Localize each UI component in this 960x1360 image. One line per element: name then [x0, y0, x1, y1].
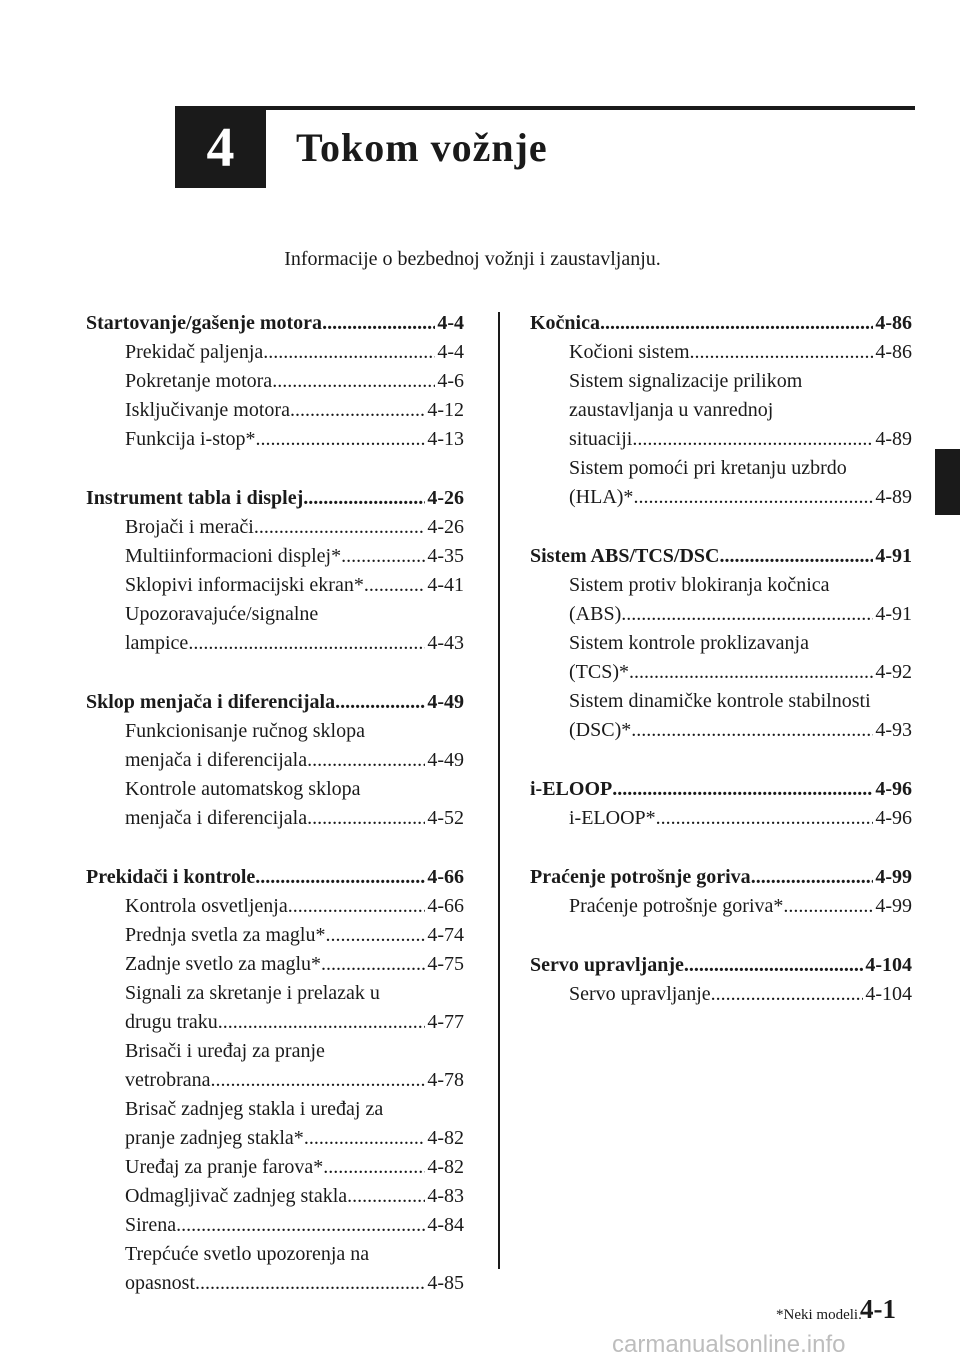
- dot-leader: [335, 688, 425, 717]
- dot-leader: [304, 1124, 426, 1153]
- toc-entry-page: 4-6: [437, 370, 464, 392]
- watermark: carmanualsonline.info: [612, 1331, 846, 1358]
- toc-entry-text: Odmagljivač zadnjeg stakla: [125, 1185, 348, 1207]
- dot-leader: [218, 1008, 426, 1037]
- section-title-text: i-ELOOP: [530, 778, 613, 800]
- toc-section-title[interactable]: [86, 484, 464, 513]
- toc-entry-page: 4-41: [427, 574, 464, 596]
- chapter-title: Tokom vožnje: [296, 125, 548, 170]
- toc-entry-page: 4-49: [427, 749, 464, 771]
- toc-section-title[interactable]: [530, 775, 912, 804]
- toc-entry-text: (ABS): [569, 603, 622, 625]
- toc-entry[interactable]: [86, 542, 464, 571]
- dot-leader: [783, 892, 873, 921]
- toc-section-title[interactable]: [86, 863, 464, 892]
- dot-leader: [720, 542, 874, 571]
- toc-entry-text: Kočioni sistem: [569, 341, 690, 363]
- chapter-header-rule: [175, 106, 915, 110]
- toc-entry[interactable]: [86, 921, 464, 950]
- toc-entry-text: Kontrole automatskog sklopa: [125, 778, 361, 800]
- dot-leader: [211, 1066, 426, 1095]
- toc-section-title[interactable]: [530, 951, 912, 980]
- section-title-page: 4-91: [875, 545, 912, 567]
- dot-leader: [612, 775, 873, 804]
- dot-leader: [690, 338, 874, 367]
- toc-entry[interactable]: [86, 1153, 464, 1182]
- toc-entry-page: 4-92: [875, 661, 912, 683]
- toc-entry-page: 4-104: [865, 983, 912, 1005]
- dot-leader: [629, 658, 873, 687]
- dot-leader: [684, 951, 863, 980]
- toc-entry[interactable]: [86, 979, 464, 1037]
- toc-entry-text: Servo upravljanje: [569, 983, 711, 1005]
- toc-entry-page: 4-52: [427, 807, 464, 829]
- toc-entry-page: 4-91: [875, 603, 912, 625]
- section-title-text: Servo upravljanje: [530, 954, 684, 976]
- dot-leader: [323, 1153, 425, 1182]
- toc-entry-page: 4-99: [875, 895, 912, 917]
- column-divider: [498, 312, 500, 1269]
- toc-section: [530, 542, 912, 745]
- toc-entry-page: 4-82: [427, 1156, 464, 1178]
- toc-entry-page: 4-83: [427, 1185, 464, 1207]
- toc-section-title[interactable]: [86, 688, 464, 717]
- section-title-text: Kočnica: [530, 312, 600, 334]
- toc-entry[interactable]: [86, 717, 464, 775]
- toc-entry-text: Praćenje potrošnje goriva*: [569, 895, 784, 917]
- toc-entry-page: 4-35: [427, 545, 464, 567]
- section-title-text: Sklop menjača i diferencijala: [86, 691, 336, 713]
- toc-entry-text: Upozoravajuće/signalne: [125, 603, 319, 625]
- toc-entry-text: zaustavljanja u vanrednoj: [569, 399, 774, 421]
- dot-leader: [711, 980, 864, 1009]
- toc-entry-text: Brisač zadnjeg stakla i uređaj za: [125, 1098, 384, 1120]
- toc-entry[interactable]: [86, 775, 464, 833]
- toc-right-column: [530, 309, 912, 1039]
- toc-entry[interactable]: [530, 687, 912, 745]
- toc-entry-text: Prednja svetla za maglu*: [125, 924, 326, 946]
- toc-entry-text: Sistem kontrole proklizavanja: [569, 632, 809, 654]
- dot-leader: [263, 338, 435, 367]
- toc-entry-text: Brojači i merači: [125, 516, 254, 538]
- dot-leader: [195, 1269, 425, 1298]
- toc-entry-text: Sistem signalizacije prilikom: [569, 370, 803, 392]
- toc-entry[interactable]: [86, 600, 464, 658]
- section-title-text: Prekidači i kontrole: [86, 866, 256, 888]
- toc-entry-text: Prekidač paljenja: [125, 341, 264, 363]
- section-title-page: 4-66: [427, 866, 464, 888]
- dot-leader: [290, 396, 425, 425]
- toc-entry[interactable]: [86, 950, 464, 979]
- toc-entry-page: 4-4: [437, 341, 464, 363]
- toc-section-title[interactable]: [530, 863, 912, 892]
- toc-entry-page: 4-78: [427, 1069, 464, 1091]
- section-title-page: 4-99: [875, 866, 912, 888]
- toc-entry-text: Sirena: [125, 1214, 177, 1236]
- dot-leader: [600, 309, 873, 338]
- toc-entry-page: 4-89: [875, 486, 912, 508]
- dot-leader: [188, 629, 425, 658]
- toc-entry[interactable]: [86, 1240, 464, 1298]
- toc-section: [86, 863, 464, 1298]
- toc-entry[interactable]: [530, 338, 912, 367]
- dot-leader: [341, 542, 425, 571]
- toc-entry-page: 4-84: [427, 1214, 464, 1236]
- dot-leader: [632, 425, 873, 454]
- section-title-text: Praćenje potrošnje goriva: [530, 866, 751, 888]
- toc-entry-page: 4-93: [875, 719, 912, 741]
- page-number: 4-1: [860, 1294, 896, 1324]
- dot-leader: [656, 804, 874, 833]
- dot-leader: [633, 483, 873, 512]
- toc-entry[interactable]: [530, 804, 912, 833]
- footnote: *Neki modeli.: [776, 1307, 862, 1323]
- toc-entry-page: 4-26: [427, 516, 464, 538]
- dot-leader: [254, 513, 426, 542]
- toc-entry[interactable]: [530, 367, 912, 454]
- toc-entry-text: Brisači i uređaj za pranje: [125, 1040, 325, 1062]
- toc-entry[interactable]: [530, 454, 912, 512]
- toc-entry-page: 4-86: [875, 341, 912, 363]
- section-title-page: 4-96: [875, 778, 912, 800]
- toc-entry-text: Signali za skretanje i prelazak u: [125, 982, 380, 1004]
- toc-entry-text: opasnost: [125, 1272, 195, 1294]
- toc-entry-text: Uređaj za pranje farova*: [125, 1156, 324, 1178]
- toc-entry-text: Sklopivi informacijski ekran*: [125, 574, 364, 596]
- toc-entry-page: 4-82: [427, 1127, 464, 1149]
- toc-entry-text: (HLA)*: [569, 486, 634, 508]
- section-title-text: Instrument tabla i displej: [86, 487, 304, 509]
- toc-entry-text: pranje zadnjeg stakla*: [125, 1127, 304, 1149]
- toc-entry[interactable]: [86, 396, 464, 425]
- toc-entry[interactable]: [86, 571, 464, 600]
- toc-section: [530, 775, 912, 833]
- toc-section: [530, 863, 912, 921]
- toc-section: [530, 309, 912, 512]
- toc-entry-text: (DSC)*: [569, 719, 632, 741]
- section-title-page: 4-104: [865, 954, 912, 976]
- toc-entry-page: 4-89: [875, 428, 912, 450]
- dot-leader: [303, 484, 425, 513]
- section-title-page: 4-49: [427, 691, 464, 713]
- dot-leader: [631, 716, 873, 745]
- toc-entry-text: Sistem protiv blokiranja kočnica: [569, 574, 830, 596]
- toc-entry-page: 4-13: [427, 428, 464, 450]
- chapter-side-tab: [935, 449, 960, 515]
- toc-entry-page: 4-43: [427, 632, 464, 654]
- dot-leader: [321, 950, 425, 979]
- toc-entry-text: situaciji: [569, 428, 633, 450]
- toc-entry-text: drugu traku: [125, 1011, 218, 1033]
- toc-entry[interactable]: [86, 892, 464, 921]
- toc-entry-page: 4-66: [427, 895, 464, 917]
- toc-entry-text: vetrobrana: [125, 1069, 211, 1091]
- section-title-text: Startovanje/gašenje motora: [86, 312, 323, 334]
- toc-section: [86, 484, 464, 658]
- toc-section-title[interactable]: [530, 309, 912, 338]
- toc-entry-text: (TCS)*: [569, 661, 629, 683]
- dot-leader: [364, 571, 425, 600]
- toc-entry-page: 4-77: [427, 1011, 464, 1033]
- section-title-page: 4-26: [427, 487, 464, 509]
- toc-section-title[interactable]: [86, 309, 464, 338]
- toc-entry-text: Funkcionisanje ručnog sklopa: [125, 720, 365, 742]
- toc-entry[interactable]: [86, 425, 464, 454]
- toc-left-column: [86, 309, 464, 1328]
- toc-entry-page: 4-85: [427, 1272, 464, 1294]
- toc-entry[interactable]: [86, 338, 464, 367]
- toc-entry-text: Zadnje svetlo za maglu*: [125, 953, 322, 975]
- dot-leader: [751, 863, 874, 892]
- toc-entry-text: lampice: [125, 632, 189, 654]
- toc-entry-text: Pokretanje motora: [125, 370, 273, 392]
- toc-entry-page: 4-75: [427, 953, 464, 975]
- toc-entry[interactable]: [86, 513, 464, 542]
- toc-entry-text: Kontrola osvetljenja: [125, 895, 288, 917]
- toc-entry-page: 4-12: [427, 399, 464, 421]
- toc-entry-text: Sistem pomoći pri kretanju uzbrdo: [569, 457, 847, 479]
- toc-entry-text: i-ELOOP*: [569, 807, 656, 829]
- toc-entry[interactable]: [530, 892, 912, 921]
- toc-section: [86, 688, 464, 833]
- dot-leader: [307, 804, 425, 833]
- toc-entry[interactable]: [530, 980, 912, 1009]
- toc-entry-text: Trepćuće svetlo upozorenja na: [125, 1243, 370, 1265]
- toc-entry[interactable]: [86, 367, 464, 396]
- chapter-number: 4: [206, 117, 235, 179]
- toc-entry[interactable]: [86, 1095, 464, 1153]
- section-title-page: 4-4: [437, 312, 464, 334]
- toc-section: [530, 951, 912, 1009]
- dot-leader: [322, 309, 435, 338]
- toc-entry-page: 4-74: [427, 924, 464, 946]
- dot-leader: [272, 367, 435, 396]
- dot-leader: [288, 892, 426, 921]
- dot-leader: [256, 425, 426, 454]
- section-title-page: 4-86: [875, 312, 912, 334]
- toc-entry-text: menjača i diferencijala: [125, 749, 308, 771]
- toc-entry-text: menjača i diferencijala: [125, 807, 308, 829]
- toc-entry-text: Funkcija i-stop*: [125, 428, 256, 450]
- dot-leader: [347, 1182, 425, 1211]
- toc-entry[interactable]: [530, 629, 912, 687]
- toc-entry-text: Sistem dinamičke kontrole stabilnosti: [569, 690, 871, 712]
- toc-entry[interactable]: [86, 1037, 464, 1095]
- chapter-intro: Informacije o bezbednoj vožnji i zaustavljanju.: [284, 248, 661, 270]
- dot-leader: [255, 863, 425, 892]
- toc-section-title[interactable]: [530, 542, 912, 571]
- toc-section: [86, 309, 464, 454]
- dot-leader: [176, 1211, 425, 1240]
- dot-leader: [326, 921, 426, 950]
- chapter-number-box: [175, 108, 266, 188]
- toc-entry[interactable]: [86, 1182, 464, 1211]
- dot-leader: [621, 600, 873, 629]
- dot-leader: [307, 746, 425, 775]
- toc-entry-text: Isključivanje motora: [125, 399, 290, 421]
- toc-entry-text: Multiinformacioni displej*: [125, 545, 342, 567]
- toc-entry-page: 4-96: [875, 807, 912, 829]
- toc-entry[interactable]: [530, 571, 912, 629]
- section-title-text: Sistem ABS/TCS/DSC: [530, 545, 720, 567]
- toc-entry[interactable]: [86, 1211, 464, 1240]
